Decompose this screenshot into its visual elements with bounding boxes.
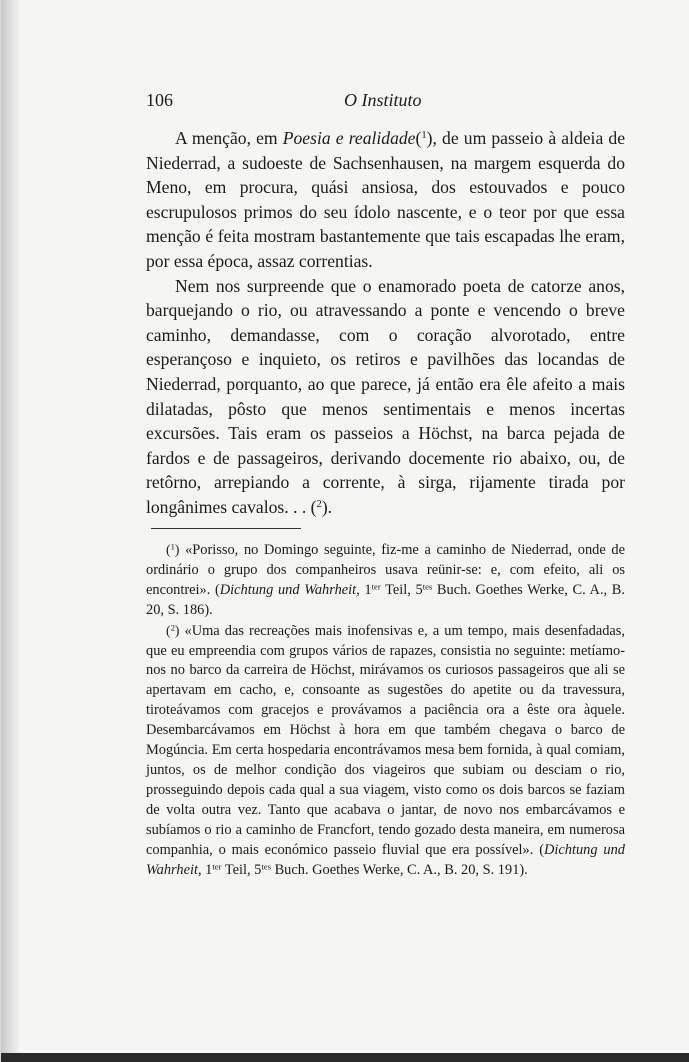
page-number: 106 (146, 90, 173, 110)
footnotes (146, 540, 625, 880)
book-title-italic: Poesia e realidade (282, 128, 416, 148)
footnote-separator (151, 528, 301, 529)
footnote-1: ($^1$) «Porisso, no Domingo seguinte, fiz-me a caminho de Niederrad, onde de ordinário o grupo dos companheiros usava reünir-se: e, com efeito, ali os encontrei». (Dichtung und Wahrheit, $1^{ter}$ Teil, $5^{tes}$ Buch. Goethes Werke, C. A., B. 20, S. 186). (146, 541, 625, 618)
running-head (146, 90, 626, 114)
paragraph-1: A menção, em Poesia e realidade($^1$), de um passeio à aldeia de Niederrad, a sudoeste de Sachsenhausen, na margem esquerda do Meno, em procura, quási ansiosa, dos estouvados e pouco escrupulosos primos do seu ídolo nascente, e o teor por que essa menção é feita mostram bastantemente que tais escapadas lhe eram, por essa época, assaz correntias. (146, 128, 625, 271)
footnote-2-marker: 2 (170, 621, 175, 632)
footnote-ref-2[interactable]: 2 (316, 499, 322, 511)
footnote-ref-1[interactable]: 1 (421, 130, 427, 142)
citation-title: Dichtung und Wahrheit, (219, 581, 360, 598)
footnote-2: ($^2$) «Uma das recreações mais inofensivas e, a um tempo, mais desenfadadas, que eu empreendia com grupos vários de rapazes, consistia no seguinte: metíamo-nos no barco da carreira de Höchst, mirávamos os curiosos passageiros que ali se apertavam em cacho, e, consoante as sugestões do apetite ou da travessura, tiroteávamos com gracejos e provávamos a paciência ora a êste ora àquele. Desembarcávamos em Höchst à hora em que também chegava o barco de Mogúncia. Em certa hospedaria encontrávamos mesa bem fornida, à qual comiam, juntos, os de melhor condição dos viageiros que subiam ou desciam o rio, prosseguindo depois cada qual a sua viagem, visto como os dois barcos se faziam de volta outra vez. Tanto que acabava o jantar, de novo nos embarcávamos e subíamos o rio a caminho de Francfort, tendo gozado desta maneira, em numerosa companhia, o mais económico passeio fluvial que era possível». (Dichtung und Wahrheit, $1^{ter}$ Teil, $5^{tes}$ Buch. Goethes Werke, C. A., B. 20, S. 191). (146, 621, 625, 878)
paragraph-2: Nem nos surpreende que o enamorado poeta de catorze anos, barquejando o rio, ou atravessando a ponte e vencendo o breve caminho, demandasse, com o coração alvorotado, entre esperançoso e inquieto, os retiros e pavilhões das locandas de Niederrad, porquanto, ao que parece, já então era êle afeito a mais dilatadas, pôsto que menos sentimentais e menos incertas excursões. Tais eram os passeios a Höchst, na barca pejada de fardos e de passageiros, derivando docemente rio abaixo, ou, de retôrno, arrepiando a corrente, à sirga, rijamente tirada por longânimes cavalos. . . ($^2$). (146, 275, 625, 517)
journal-title: O Instituto (344, 90, 422, 110)
page-gutter-shadow (1, 0, 19, 1062)
main-text (146, 126, 625, 520)
citation-title: Dichtung und Wahrheit, (146, 841, 625, 878)
scan-bottom-edge (1, 1053, 689, 1062)
footnote-1-marker: 1 (170, 541, 175, 552)
